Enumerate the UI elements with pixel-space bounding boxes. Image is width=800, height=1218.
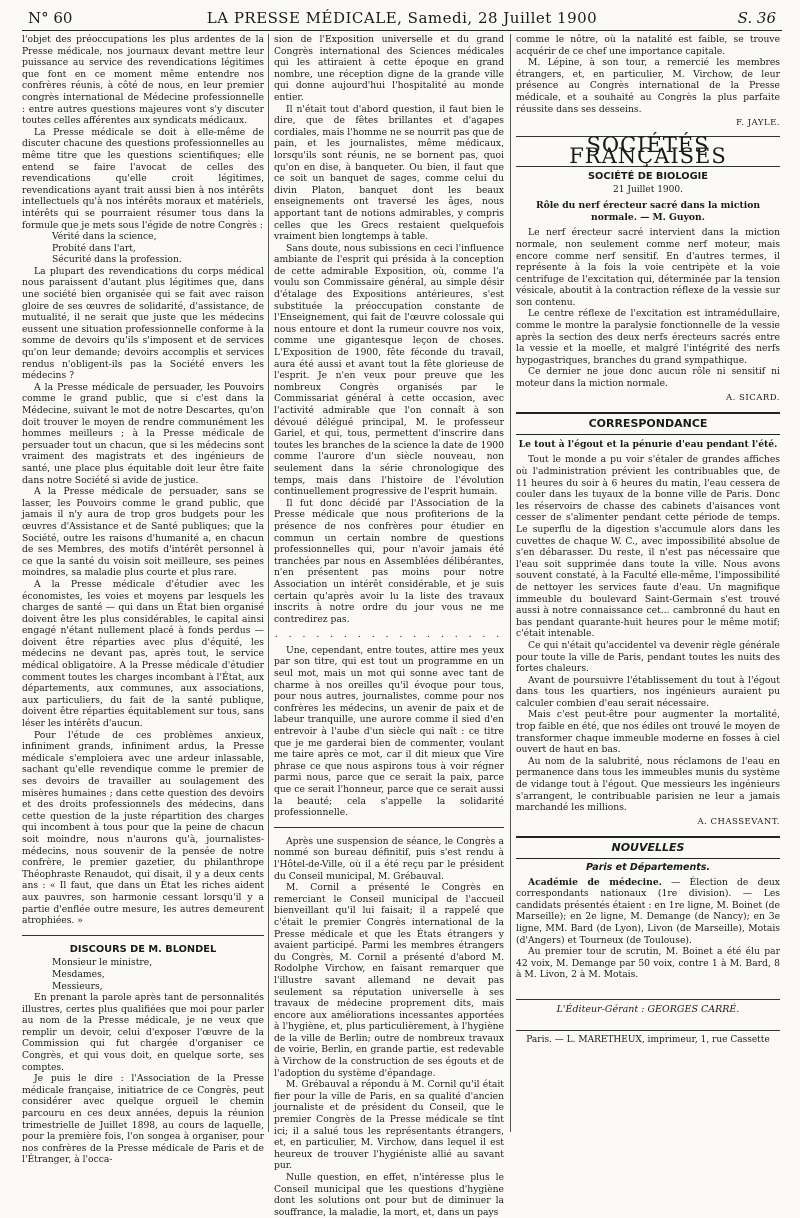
- paragraph: A la Presse médicale de persuader, les Pouvoirs comme le grand public, que si c'est dans la Médecine, suivant le mot de notre Descartes, qu'on doit trouver le moyen de rendre communément les hommes meilleurs ; à la Presse médicale de persuader tout un chacun, que si les médecins sont vraiment des magistrats et des ingénieurs de santé, une place plus équitable doit leur être faite dans notre Société si avide de justice.: [22, 381, 264, 486]
- column-divider: [510, 34, 511, 1132]
- salutation: Messieurs,: [52, 980, 103, 992]
- speech-title: DISCOURS DE M. BLONDEL: [69, 943, 217, 955]
- paragraph: comme le nôtre, où la natalité est faible, se trouve acquérir de ce chef une importance capitale.: [516, 34, 780, 57]
- session-date: 21 Juillet 1900.: [613, 184, 683, 195]
- paragraph: Au premier tour de scrutin, M. Boinet a été élu par 42 voix, M. Demange par 50 voix, contre 1 à M. Bard, 8 à M. Livon, 2 à M. Motais.: [516, 946, 780, 981]
- salutation: Mesdames,: [52, 968, 105, 980]
- page-header: [22, 6, 782, 31]
- paragraph: La plupart des revendications du corps médical nous paraissent d'autant plus légitimes que, dans une société bien organisée qui se fait avec raison gloire de ses œuvres de solidarité, d'assistance, de mutualité, il ne serait que juste que les médecins eussent une situation professionnelle conforme à la somme de devoirs qu'ils s'imposent et de services qu'on leur demande; devoirs accomplis et services rendus n'obligent-ils pas la Société envers les médecins ?: [22, 265, 264, 382]
- paragraph: A la Presse médicale d'étudier avec les économistes, les voies et moyens par lesquels les charges de santé — qui dans un État bien organisé doivent être les plus considérables, le capital ainsi engagé n'étant nullement placé à fonds perdus — doivent être réparties avec plus d'équité, les médecins ne devant pas, après tout, le service médical obligatoire. A la Presse médicale d'étudier comment toutes les charges incombant à l'État, aux départements, aux communes, aux associations, aux particuliers, du fait de la santé publique, doivent être réparties équitablement sur tous, sans léser les intérêts d'aucun.: [22, 578, 264, 730]
- paragraph: M. Cornil a présenté le Congrès en remerciant le Conseil municipal de l'accueil bienveillant qu'il lui faisait; il a rappelé que c'était le premier Congrès international de la Presse médicale et que les États étrangers y avaient participé. Parmi les membres étrangers du Congrès, M. Cornil a présenté d'abord M. Rodolphe Virchow, en faisant remarquer que l'illustre savant allemand ne devait pas seulement sa réputation universelle à ses travaux de médecine proprement dits, mais encore aux améliorations incessantes apportées à l'hygiène, et, plus particulièrement, à l'hygiène de la ville de Berlin; outre de nombreux travaux de voirie, Berlin, en grande partie, est redevable à Virchow de la construction de ses égouts et de l'adoption du système d'épandage.: [274, 882, 504, 1079]
- salutation: Monsieur le ministre,: [52, 957, 153, 969]
- paragraph: Le nerf érecteur sacré intervient dans la miction normale, non seulement comme nerf moteur, mais encore comme nerf sensitif. En d'autres termes, il représente à la fois la voie centripète et la voie centrifuge de l'excitation qui, déterminée par la tension vésicale, aboutit à la contraction réflexe de la vessie sur son contenu.: [516, 227, 780, 308]
- motto-line: Sécurité dans la profession.: [52, 254, 182, 266]
- section-heading-correspondance: CORRESPONDANCE: [516, 412, 780, 435]
- paragraph: M. Lépine, à son tour, a remercié les membres étrangers, et, en particulier, M. Virchow, de leur présence au Congrès international de la Presse médicale, et a souhaité au Congrès la plus parfaite réussite dans ses desseins.: [516, 57, 780, 115]
- paragraph: La Presse médicale se doit à elle-même de discuter chacune des questions professionnelles au même titre que les questions scientifiques; elle entend se faire l'avocat de celles des revendications qu'elle croit légitimes, revendications ayant trait aussi bien à nos intérêts intellectuels qu'à nos intérêts moraux et matériels, intérêts qui se pourraient résumer tous dans la formule que je mets sous l'égide de notre Congrès :: [22, 126, 264, 231]
- paragraph: Sans doute, nous subissions en ceci l'influence ambiante de l'esprit qui présida à la conception de cette admirable Exposition, où, comme l'a voulu son Commissaire général, au simple désir d'étalage des Expositions antérieures, s'est substituée la préoccupation constante de l'Enseignement, qui fait de l'œuvre colossale qui nous entoure et dont la rumeur couvre nos voix, comme une gigantesque leçon de choses. L'Exposition de 1900, fête féconde du travail, aura été aussi et avant tout la fête glorieuse de l'esprit. Je n'en veux pour preuve que les nombreux Congrès organisés par le Commissariat général à cette occasion, avec l'activité admirable que l'on connaît à son dévoué délégué principal, M. le professeur Gariel, et qui, tous, permettent d'inscrire dans toutes les branches de la science la date de 1900 comme l'aurore d'un siècle nouveau, non seulement dans la série chronologique des temps, mais dans l'histoire de l'évolution continuellement progressive de l'esprit humain.: [274, 242, 504, 498]
- article-title: Rôle du nerf érecteur sacré dans la miction normale. — M. Guyon.: [535, 200, 761, 223]
- paragraph: Mais c'est peut-être pour augmenter la mortalité, trop faible en été, que nos édiles ont trouvé le moyen de transformer chaque immeuble moderne en fosses à ciel ouvert de haut en bas.: [516, 709, 780, 756]
- paragraph: Avant de poursuivre l'établissement du tout à l'égout dans tous les quartiers, nos ingénieurs auraient pu calculer combien d'eau serait nécessaire.: [516, 674, 780, 709]
- paragraph: Ce qui n'était qu'accidentel va devenir règle générale pour toute la ville de Paris, pendant toutes les nuits des fortes chaleurs.: [516, 639, 780, 675]
- subsection-heading: Paris et Départements.: [585, 862, 711, 873]
- motto-line: Probité dans l'art,: [52, 242, 136, 254]
- paragraph: Il n'était tout d'abord question, il faut bien le dire, que de fêtes brillantes et d'agapes cordiales, mais l'homme ne se nourrit pas que de pain, et les journalistes, même médicaux, lorsqu'ils sont réunis, ne se bornent pas, quoi qu'on en dise, à banqueter. Ou bien, il faut que ce soit un banquet de sages, comme celui du divin Platon, banquet dont les beaux enseignements ont traversé les âges, nous apportant tant de notions admirables, y compris celles que les Grecs restaient quelquefois vraiment bien longtemps à table.: [274, 103, 504, 243]
- paragraph: Après une suspension de séance, le Congrès a nommé son bureau définitif, puis s'est rendu à l'Hôtel-de-Ville, où il a été reçu par le président du Conseil municipal, M. Grébauval.: [274, 835, 504, 882]
- journal-title: LA PRESSE MÉDICALE, Samedi, 28 Juillet 1900: [206, 9, 598, 27]
- society-name: SOCIÉTÉ DE BIOLOGIE: [588, 170, 708, 182]
- signature: F. JAYLE.: [736, 118, 780, 129]
- motto-line: Vérité dans la science,: [52, 231, 157, 243]
- section-rule: [22, 935, 264, 936]
- paragraph: l'objet des préoccupations les plus ardentes de la Presse médicale, nos journaux devant mettre leur puissance au service des revendications légitimes que font en ce moment même entendre nos confrères réunis, à côté de nous, en leur premier congrès international de Médecine professionnelle : entre autres questions majeures vont s'y discuter toutes celles afférentes aux syndicats médicaux.: [22, 34, 264, 127]
- paragraph: En prenant la parole après tant de personnalités illustres, certes plus qualifiées que moi pour parler au nom de la Presse médicale, je ne veux que remplir un devoir, celui d'exposer l'œuvre de la Commission qui fut chargée d'organiser ce Congrès, et qui vous doit, en quelque sorte, ses comptes.: [22, 992, 264, 1073]
- signature: A. CHASSEVANT.: [697, 816, 780, 827]
- paragraph: Il fut donc décidé par l'Association de la Presse médicale que nous profiterions de la présence de nos confrères pour étudier en commun un certain nombre de questions professionnelles qui, pour n'avoir jamais été tranchées par nous en Assemblées délibérantes, n'en présentent pas moins pour notre Association un intérêt considérable, et je suis certain qu'après avoir lu la liste des travaux inscrits à notre ordre du jour vous ne me contredirez pas.: [274, 497, 504, 625]
- paragraph: Tout le monde a pu voir s'étaler de grandes affiches où l'administration prévient les contribuables que, de 11 heures du soir à 6 heures du matin, l'eau cessera de couler dans les tuyaux de la bonne ville de Paris. Donc les réservoirs de chasse des cabinets d'aisances vont cesser de s'alimenter pendant cette période de temps. Le superflu de la digestion s'accumule alors dans les cuvettes de chaque W. C., avec impossibilité absolue de s'en débarasser. Du reste, il n'est pas nécessaire que l'eau soit supprimée dans toute la ville. Nous avons souvent constaté, à la Faculté elle-même, l'impossibilité de nettoyer les services faute d'eau. Un magnifique immeuble du boulevard Saint-Germain s'est trouvé aussi à notre connaissance cet... cambronné du haut en bas pendant quarante-huit heures pour le même motif; c'était intenable.: [516, 454, 780, 640]
- printer-line: Paris. — L. MARETHEUX, imprimeur, 1, rue Cassette: [516, 1030, 780, 1047]
- article-title: Le tout à l'égout et la pénurie d'eau pendant l'été.: [518, 438, 778, 450]
- paragraph: Pour l'étude de ces problèmes anxieux, infiniment grands, infiniment ardus, la Presse médicale s'emploiera avec une ardeur inlassable, sachant qu'elle revendique comme le premier de ses devoirs de travailler au soulagement des misères humaines ; dans cette question des devoirs et des droits professionnels des médecins, dans cette question de la juste répartition des charges qui incombent à tous pour que la peine de chacun soit moindre, nous n'aurons qu'à, journalistes-médecins, nous souvenir de la pensée de notre confrère, le premier gazetier, du philanthrope Théophraste Renaudot, qui disait, il y a deux cents ans : « Il faut, que dans un État les riches aident aux pauvres, son harmonie cessant lorsqu'il y a partie d'enflée outre mesure, les autres demeurent atrophiées. »: [22, 729, 264, 927]
- paragraph: M. Grébauval a répondu à M. Cornil qu'il était fier pour la ville de Paris, en sa qualité d'ancien journaliste et de président du Conseil, que le premier Congrès de la Presse médicale se tînt ici; il a salué tous les représentants étrangers, et, en particulier, M. Virchow, dans lequel il est heureux de trouver l'hygiéniste allié au savant pur.: [274, 1079, 504, 1172]
- paragraph: Ce dernier ne joue donc aucun rôle ni sensitif ni moteur dans la miction normale.: [516, 366, 780, 390]
- paragraph: Le centre réflexe de l'excitation est intramédullaire, comme le montre la paralysie fonctionnelle de la vessie après la section des deux nerfs érecteurs sacrés entre la vessie et la moelle, et malgré l'intégrité des nerfs hypogastriques, branches du grand sympathique.: [516, 308, 780, 366]
- page-number: S. 36: [737, 9, 776, 27]
- section-heading-societes: SOCIÉTÉS FRANÇAISES: [516, 136, 780, 167]
- publisher-line: L'Éditeur-Gérant : GEORGES CARRÉ.: [516, 999, 780, 1016]
- paragraph: Au nom de la salubrité, nous réclamons de l'eau en permanence dans tous les immeubles munis du système de vidange tout à l'égout. Que messieurs les ingénieurs s'arrangent, le contribuable parisien ne leur a jamais marchandé les millions.: [516, 755, 780, 814]
- paragraph: sion de l'Exposition universelle et du grand Congrès international des Sciences médicales qui les attiraient à cette époque en grand nombre, une réception digne de la grande ville qui donne aujourd'hui l'hospitalité au monde entier.: [274, 34, 504, 103]
- ellipsis-separator: . . . . . . . . . . . . . . . . .: [274, 629, 504, 641]
- paragraph: Une, cependant, entre toutes, attire mes yeux par son titre, qui est tout un programme en un seul mot, mais un mot qui sonne avec tant de charme à nos oreilles qu'il évoque pour tous, pour nous autres, journalistes, comme pour nos confrères les médecins, un avenir de paix et de labeur tranquille, une aurore comme il sied d'en entrevoir à l'aube d'un siècle qui naît : ce titre que je me garderai bien de commenter, voulant me taire après ce mot, car il dit mieux que Vire phrase ce que nous aspirons tous à voir régner parmi nous, parce que ce serait la paix, parce que ce serait l'honneur, parce que ce serait aussi la beauté; cela s'appelle la solidarité professionnelle.: [274, 644, 504, 819]
- issue-number: N° 60: [28, 9, 73, 27]
- paragraph: — Élection de deux correspondants nationaux (1re division). — Les candidats présentés étaient : en 1re ligne, M. Boinet (de Marseille); en 2e ligne, M. Demange (de Nancy); en 3e ligne, MM. Bard (de Lyon), Livon (de Marseille), Motais (d'Angers) et Tourneux (de Toulouse).: [516, 876, 780, 946]
- column-1: [22, 34, 264, 1166]
- paragraph: Nulle question, en effet, n'intéresse plus le Conseil municipal que les questions d'hygiène dont les solutions ont pour but de diminuer la souffrance, la maladie, la mort, et, dans un pays: [274, 1172, 504, 1218]
- academie-label: Académie de médecine.: [528, 876, 662, 888]
- column-divider: [268, 34, 269, 1132]
- column-3: [516, 34, 780, 1134]
- section-rule: [274, 827, 504, 828]
- signature: A. SICARD.: [726, 392, 780, 403]
- paragraph: A la Presse médicale de persuader, sans se lasser, les Pouvoirs comme le grand public, que jamais il n'y aura de trop gros budgets pour les œuvres d'Assistance et de Santé publiques; que la Société, outre les raisons d'humanité a, en chacun de ses Membres, des motifs d'intérêt personnel à ce que la santé du voisin soit meilleure, ses peines moindres, sa maladie plus courte et plus rare.: [22, 486, 264, 579]
- column-2: [274, 34, 504, 1218]
- section-heading-nouvelles: NOUVELLES: [516, 836, 780, 859]
- paragraph: Je puis le dire : l'Association de la Presse médicale française, initiatrice de ce Congrès, peut considérer avec quelque orgueil le chemin parcouru en ces deux années, depuis la réunion trimestrielle de Juillet 1898, au cours de laquelle, pour la première fois, l'on songea à organiser, pour nos confrères de la Presse médicale de Paris et de l'Étranger, à l'occa-: [22, 1073, 264, 1166]
